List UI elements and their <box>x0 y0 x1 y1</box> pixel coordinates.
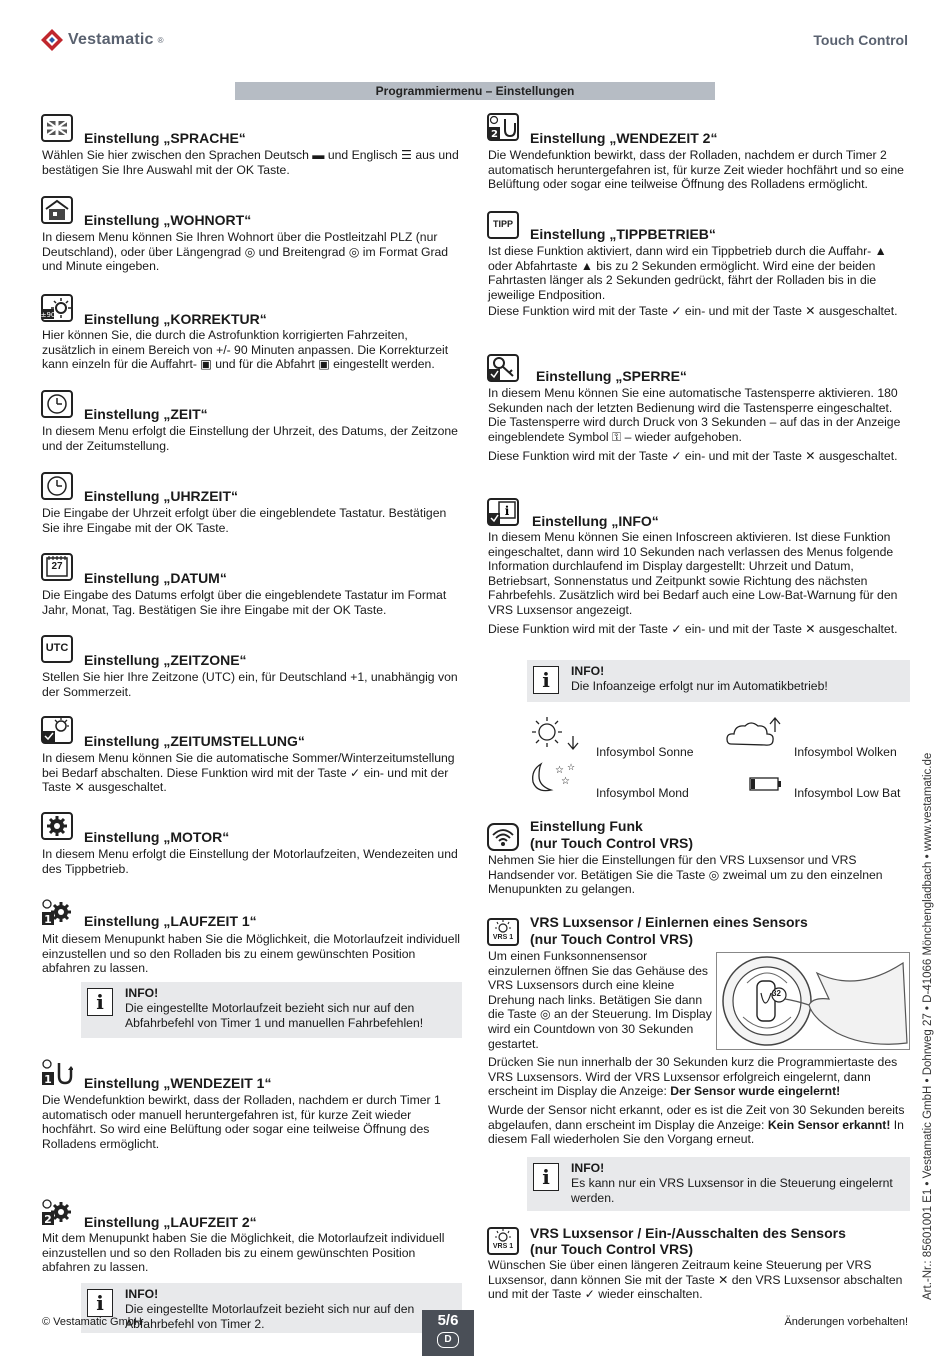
text-uhrzeit: Die Eingabe der Uhrzeit erfolgt über die eingeblendete Tastatur. Bestätigen Sie ihre Eingabe mit der OK Taste. <box>42 506 447 535</box>
vrs-label: VRS 1 <box>492 934 514 941</box>
info-icon: i <box>87 1289 113 1317</box>
text-vrs-schalten: Wünschen Sie über einen längeren Zeitraum keine Steuerung per VRS Luxsensor, dann können Sie mit der Taste ✕ den VRS Luxsensor abschalten und mit der Taste ✓ wieder einschalten. <box>488 1258 903 1302</box>
subtitle-funk: (nur Touch Control VRS) <box>530 835 694 851</box>
info-head: INFO! <box>125 986 159 1000</box>
registered-mark: ® <box>157 35 164 45</box>
title-sprache: Einstellung „SPRACHE“ <box>84 130 246 146</box>
side-address: Art.-Nr.: 85601001 E1 • Vestamatic GmbH • Dohrweg 27 • D-41066 Mönchengladbach • www.vestamatic.de <box>922 752 934 1300</box>
text-info: In diesem Menu können Sie einen Infoscreen aktivieren. Ist diese Funktion eingeschaltet, dann wird 10 Sekunden nach verlassen des Menus folgende Information durchlaufend im Display dargestellt: Uhrzeit und Datum, Betriebsart, Sonnenstatus und Zeitpunkt sowie Richtung des nächsten Fahrbefehls. Zusätzlich wird bei Bedarf auch eine Low-Bat-Warnung für den VRS Luxsensor angezeigt. <box>488 530 898 617</box>
svg-text:1: 1 <box>44 1073 52 1086</box>
title-vrs-schalten: VRS Luxsensor / Ein-/Ausschalten des Sensors <box>530 1225 846 1241</box>
text-funk: Nehmen Sie hier die Einstellungen für den VRS Luxsensor und VRS Handsender vor. Betätigen Sie die Taste ◎ zweimal um zu den einzelnen Menupunkten zu gelangen. <box>488 853 883 897</box>
svg-text:1: 1 <box>44 913 52 926</box>
text-vrs-nicht-erkannt <box>488 1103 908 1147</box>
info-icon: i <box>533 1163 559 1191</box>
text-wohnort: In diesem Menu können Sie Ihren Wohnort über die Postleitzahl PLZ (nur Deutschland), oder über Längengrad ◎ und Breitengrad ◎ im Format Grad und Minute eingeben. <box>42 230 449 274</box>
title-zeitumstellung: Einstellung „ZEITUMSTELLUNG“ <box>84 733 305 749</box>
text-kein-sensor: Kein Sensor erkannt! <box>767 1117 891 1132</box>
info-box-automatik <box>527 660 910 702</box>
title-korrektur: Einstellung „KORREKTUR“ <box>84 311 267 327</box>
text-tippbetrieb: Ist diese Funktion aktiviert, dann wird ein Tippbetrieb durch die Auffahr- ▲ oder Abfahrtaste ▲ bis zu 2 Sekunden ermöglicht. Wird eine der beiden Fahrtasten länger als 2 Sekunden gedrückt, fährt der Rolladen bis in die jeweilige Endposition. <box>488 244 887 302</box>
sun-symbol-icon <box>527 714 585 754</box>
moon-symbol-icon <box>527 758 581 798</box>
subtitle-vrs-schalten: (nur Touch Control VRS) <box>530 1241 694 1257</box>
info-text: Die eingestellte Motorlaufzeit bezieht sich nur auf den Abfahrbefehl von Timer 1 und manuellen Fahrbefehlen! <box>125 1001 424 1030</box>
sensor-illustration <box>717 953 909 1049</box>
title-tippbetrieb: Einstellung „TIPPBETRIEB“ <box>530 226 716 242</box>
vrs-sensor-icon <box>487 1227 519 1255</box>
text-zeitumstellung: In diesem Menu können Sie die automatische Sommer/Winterzeitumstellung bei Bedarf abschalten. Diese Funktion wird mit der Taste ✓ ein- und mit der Taste ✕ ausgeschaltet. <box>42 751 455 795</box>
utc-icon <box>41 635 73 663</box>
text-zeit: In diesem Menu erfolgt die Einstellung der Uhrzeit, des Datums, der Zeitzone und der Zeitumstellung. <box>42 424 458 453</box>
svg-text:☆: ☆ <box>555 765 564 776</box>
svg-text:2: 2 <box>491 129 498 140</box>
brand-name: Vestamatic <box>68 31 154 48</box>
info-icon: i <box>87 988 113 1016</box>
turn-timer2-icon <box>487 113 519 141</box>
title-zeitzone: Einstellung „ZEITZONE“ <box>84 652 247 668</box>
sensor-photo <box>716 952 910 1050</box>
vrs-sensor-icon <box>487 918 519 946</box>
info-text: Die eingestellte Motorlaufzeit bezieht sich nur auf den Abfahrbefehl von Timer 2. <box>125 1302 415 1331</box>
gear-timer2-icon <box>41 1198 73 1226</box>
title-uhrzeit: Einstellung „UHRZEIT“ <box>84 488 238 504</box>
sun-correction-icon <box>41 294 73 322</box>
utc-label: UTC <box>45 642 69 654</box>
text-datum: Die Eingabe des Datums erfolgt über die eingeblendete Tastatur im Format Jahr, Monat, Tag. Bestätigen Sie ihre Eingabe mit der OK Taste. <box>42 588 447 617</box>
text-vrs-nicht-a: Wurde der Sensor nicht erkannt, oder es ist die Zeit von 30 Sekunden bereits abgelaufen, dann erscheint im Display die Anzeige: <box>488 1103 905 1132</box>
title-info: Einstellung „INFO“ <box>532 513 659 529</box>
subtitle-vrs-einlernen: (nur Touch Control VRS) <box>530 931 694 947</box>
title-vrs-einlernen: VRS Luxsensor / Einlernen eines Sensors <box>530 914 808 930</box>
gear-icon <box>41 812 73 840</box>
battery-symbol-icon <box>748 776 784 794</box>
language-badge: D <box>437 1332 459 1348</box>
svg-text:±90: ±90 <box>41 311 56 319</box>
title-laufzeit2: Einstellung „LAUFZEIT 2“ <box>84 1214 257 1230</box>
logo-icon <box>40 28 64 52</box>
title-laufzeit1: Einstellung „LAUFZEIT 1“ <box>84 913 257 929</box>
text-vrs-druecken-a: Drücken Sie nun innerhalb der 30 Sekunden kurz die Programmiertaste des VRS Luxsensors. Wird der VRS Luxsensor erfolgreich eingelernt, dann erscheint im Display die Anzeige: <box>488 1055 898 1099</box>
flag-icon <box>41 114 73 142</box>
footer-note: Änderungen vorbehalten! <box>784 1316 908 1328</box>
title-funk: Einstellung Funk <box>530 818 643 834</box>
radio-icon <box>487 823 519 851</box>
clock-icon <box>41 390 73 418</box>
vrs-label: VRS 1 <box>492 1243 514 1250</box>
text-wendezeit2: Die Wendefunktion bewirkt, dass der Rolladen, nachdem er durch Timer 2 automatisch heruntergefahren ist, für kurze Zeit wieder hochfährt und so eine Belüftung oder sogar eine teilweise Öffnung des Rolladens ermöglicht. <box>488 148 904 192</box>
svg-text:i: i <box>504 504 510 518</box>
clock-icon <box>41 472 73 500</box>
title-motor: Einstellung „MOTOR“ <box>84 829 230 845</box>
info-box-vrs <box>527 1157 910 1211</box>
text-info-2: Diese Funktion wird mit der Taste ✓ ein- und mit der Taste ✕ ausgeschaltet. <box>488 622 898 636</box>
text-sperre-2: Diese Funktion wird mit der Taste ✓ ein- und mit der Taste ✕ ausgeschaltet. <box>488 449 898 463</box>
page-number-text: 5/6 <box>437 1312 459 1329</box>
text-vrs-nicht-b: In diesem Fall wiederholen Sie den Vorgang erneut. <box>488 1117 904 1147</box>
text-sperre: In diesem Menu können Sie eine automatische Tastensperre aktivieren. 180 Sekunden nach der letzten Bedienung wird die Tastensperre eingeschaltet. Die Tastensperre wird durch Druck von 3 Sekunden – auf das in der Anzeige eingeblendete Symbol ⚿ – wieder aufgehoben. <box>488 386 901 444</box>
title-wohnort: Einstellung „WOHNORT“ <box>84 212 252 228</box>
text-zeitzone: Stellen Sie hier Ihre Zeitzone (UTC) ein, für Deutschland +1, unabhängig von der Sommerzeit. <box>42 670 458 699</box>
title-wendezeit1: Einstellung „WENDEZEIT 1“ <box>84 1075 272 1091</box>
text-vrs-einlernen: Um einen Funksonnensensor einzulernen öffnen Sie das Gehäuse des VRS Luxsensors durch eine kleine Drehung nach links. Betätigen Sie dann die Taste ◎ an der Steuerung. Im Display wird ein Countdown von 30 Sekunden gestartet. <box>488 949 712 1051</box>
text-vrs-druecken <box>488 1055 908 1099</box>
text-laufzeit1: Mit diesem Menupunkt haben Sie die Möglichkeit, die Motorlaufzeit individuell einzustellen und so den Rolladen bis zu einem gewünschten Position abfahren zu lassen. <box>42 932 460 976</box>
time-change-icon <box>41 716 73 744</box>
svg-text:☆: ☆ <box>567 763 576 773</box>
calendar-day: 27 <box>51 561 63 572</box>
footer-copyright: © Vestamatic GmbH <box>42 1316 142 1328</box>
sun-symbol-label: Infosymbol Sonne <box>596 745 694 759</box>
info-text: Die Infoanzeige erfolgt nur im Automatikbetrieb! <box>571 679 828 693</box>
gear-timer1-icon <box>41 898 73 926</box>
title-datum: Einstellung „DATUM“ <box>84 570 227 586</box>
vestamatic-logo <box>40 28 164 52</box>
info-box-laufzeit1 <box>81 982 462 1038</box>
moon-symbol-label: Infosymbol Mond <box>596 786 689 800</box>
svg-text:☆: ☆ <box>561 776 570 787</box>
key-lock-icon <box>487 354 519 382</box>
text-korrektur: Hier können Sie, die durch die Astrofunktion korrigierten Fahrzeiten, zusätzlich in einem Bereich von +/- 90 Minuten anpassen. Die Korrekturzeit kann einzeln für die Auffahrt- ▣ und für die Abfahrt ▣ eingestellt werden. <box>42 328 449 372</box>
tipp-label: TIPP <box>492 219 513 229</box>
text-wendezeit1: Die Wendefunktion bewirkt, dass der Rolladen, nachdem er durch Timer 1 automatisch oder manuell heruntergefahren ist, für kurze Zeit wieder hochfährt. So wird eine Belüftung oder sogar eine teilweise Öffnung des Rolladens ermöglicht. <box>42 1093 441 1151</box>
info-head: INFO! <box>571 664 605 678</box>
info-head: INFO! <box>125 1287 159 1301</box>
sensor-photo-label: 32 <box>772 989 781 998</box>
tipp-icon <box>487 211 519 239</box>
calendar-icon <box>41 553 73 581</box>
text-motor: In diesem Menu erfolgt die Einstellung der Motorlaufzeiten, Wendezeiten und des Tippbetrieb. <box>42 847 458 876</box>
title-zeit: Einstellung „ZEIT“ <box>84 406 208 422</box>
svg-text:2: 2 <box>44 1213 52 1226</box>
house-icon <box>41 196 73 224</box>
cloud-symbol-label: Infosymbol Wolken <box>794 745 897 759</box>
title-sperre: Einstellung „SPERRE“ <box>536 368 687 384</box>
info-icon: i <box>533 666 559 694</box>
text-sprache: Wählen Sie hier zwischen den Sprachen Deutsch ▬ und Englisch ☰ aus und bestätigen Sie Ihre Auswahl mit der OK Taste. <box>42 148 459 177</box>
info-head: INFO! <box>571 1161 605 1175</box>
battery-symbol-label: Infosymbol Low Bat <box>794 786 901 800</box>
cloud-symbol-icon <box>725 714 785 754</box>
info-screen-icon <box>487 498 519 526</box>
title-wendezeit2: Einstellung „WENDEZEIT 2“ <box>530 130 718 146</box>
text-vrs-eingelernt: Der Sensor wurde eingelernt! <box>670 1084 841 1099</box>
page-number <box>422 1310 474 1356</box>
text-tippbetrieb-2: Diese Funktion wird mit der Taste ✓ ein- und mit der Taste ✕ ausgeschaltet. <box>488 304 898 318</box>
text-laufzeit2: Mit dem Menupunkt haben Sie die Möglichkeit, die Motorlaufzeit individuell einzustellen und so den Rolladen bis zu einem gewünschten Position abfahren zu lassen. <box>42 1231 445 1275</box>
info-text: Es kann nur ein VRS Luxsensor in die Steuerung eingelernt werden. <box>571 1176 893 1205</box>
turn-timer1-icon <box>41 1058 73 1086</box>
product-name: Touch Control <box>813 32 908 48</box>
section-banner: Programmiermenu – Einstellungen <box>235 82 715 100</box>
